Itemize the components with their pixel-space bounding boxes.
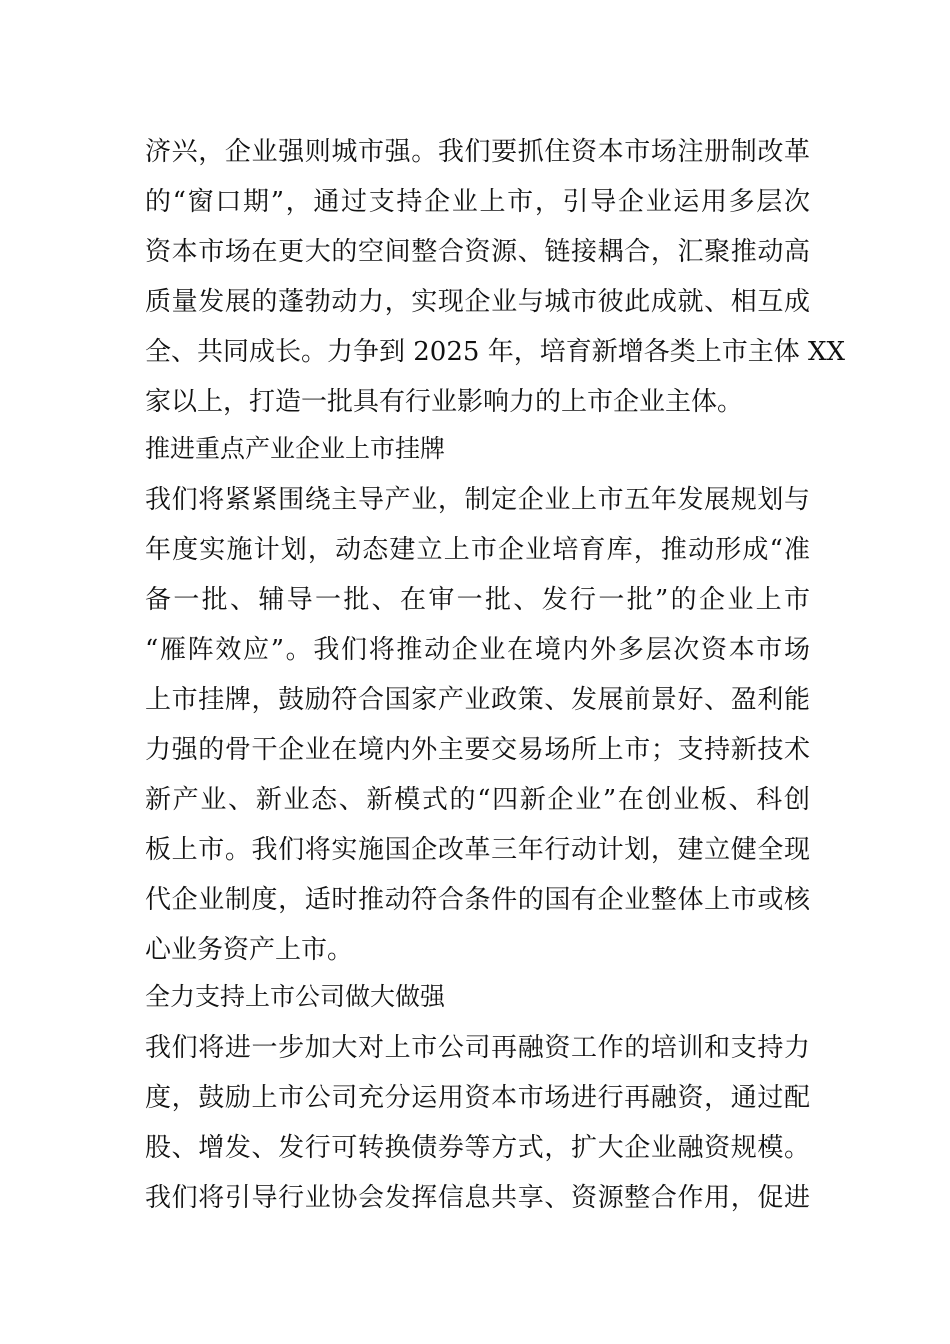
- section-heading-2: 全力支持上市公司做大做强: [145, 982, 446, 1011]
- paragraph-3: [145, 1023, 810, 1223]
- paragraph-line: 代企业制度，适时推动符合条件的国有企业整体上市或核: [145, 885, 810, 915]
- document-body: [145, 127, 845, 1223]
- paragraph-line: 我们将引导行业协会发挥信息共享、资源整合作用，促进: [145, 1183, 810, 1213]
- paragraph-line: 板上市。我们将实施国企改革三年行动计划，建立健全现: [145, 835, 810, 865]
- paragraph-line: 股、增发、发行可转换债券等方式，扩大企业融资规模。: [145, 1133, 810, 1163]
- paragraph-2: [145, 475, 810, 975]
- paragraph-line: 上市挂牌，鼓励符合国家产业政策、发展前景好、盈利能: [145, 685, 810, 715]
- paragraph-line: 备一批、辅导一批、在审一批、发行一批”的企业上市: [145, 585, 810, 615]
- paragraph-line: 全、共同成长。力争到 2025 年，培育新增各类上市主体 XX: [145, 337, 845, 367]
- paragraph-line: 质量发展的蓬勃动力，实现企业与城市彼此成就、相互成: [145, 287, 810, 317]
- paragraph-line: 我们将进一步加大对上市公司再融资工作的培训和支持力: [145, 1033, 810, 1063]
- paragraph-line: 心业务资产上市。: [145, 935, 354, 965]
- paragraph-line: 资本市场在更大的空间整合资源、链接耦合，汇聚推动高: [145, 237, 810, 267]
- paragraph-line: 度，鼓励上市公司充分运用资本市场进行再融资，通过配: [145, 1083, 810, 1113]
- paragraph-line: 的“窗口期”，通过支持企业上市，引导企业运用多层次: [145, 187, 810, 217]
- paragraph-line: 年度实施计划，动态建立上市企业培育库，推动形成“准: [145, 535, 810, 565]
- paragraph-line: 力强的骨干企业在境内外主要交易场所上市；支持新技术: [145, 735, 810, 765]
- paragraph-line: 济兴，企业强则城市强。我们要抓住资本市场注册制改革: [145, 137, 810, 167]
- section-heading-1: 推进重点产业企业上市挂牌: [145, 434, 446, 463]
- paragraph-line: 家以上，打造一批具有行业影响力的上市企业主体。: [145, 387, 744, 417]
- paragraph-line: 新产业、新业态、新模式的“四新企业”在创业板、科创: [145, 785, 810, 815]
- paragraph-line: “雁阵效应”。我们将推动企业在境内外多层次资本市场: [145, 635, 810, 665]
- paragraph-1: [145, 127, 845, 427]
- paragraph-line: 我们将紧紧围绕主导产业，制定企业上市五年发展规划与: [145, 485, 810, 515]
